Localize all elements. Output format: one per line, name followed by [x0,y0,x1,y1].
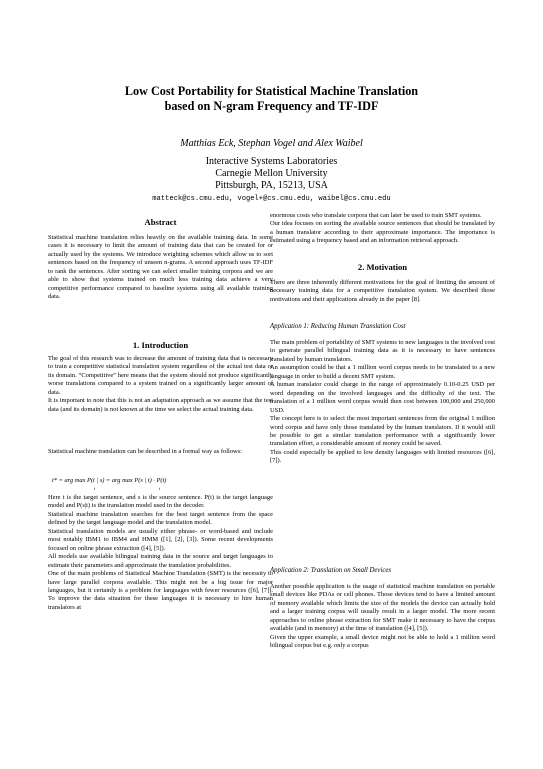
intro-paragraph-1: The goal of this research was to decrease the amount of training data that is necessary to train a competitive statistical translation system regardless of the actual test data or its domain. “Competitive” here means that the system should not produce significantly worse translations compared to a system trained on a significantly larger amount of data. [48,355,273,396]
intro-after-eq-5: One of the main problems of Statistical Machine Translation (SMT) is the necessity to have large parallel corpora available. This might not be a big issue for major languages, but it certainly is a problem for languages with fewer resources ([6], [7]). To improve the data situation for these languages it is necessary to hire human translators at [48,570,273,611]
intro-after-eq-3: Statistical translation models are usually either phrase- or word-based and include most notably IBM1 to IBM4 and HMM ([1], [2], [3]). Some recent developments focused on online phrase extraction ([4], [5]). [48,527,273,552]
translation-equation [52,477,277,491]
motivation-text [270,279,495,304]
affiliation-line-2: Carnegie Mellon University [215,168,328,179]
application-2-heading: Application 2: Translation on Small Devices [270,567,392,574]
intro-paragraph-3-block [48,448,273,456]
equation-subscript-2: t [159,486,161,491]
motivation-paragraph: There are three inherently different motivations for the goal of limiting the amount of necessary training data for a competitive translation system. We described those motivations and their applications already in the paper [8]. [270,279,495,303]
app1-paragraph-3: A human translator could charge in the range of approximately 0.10-0.25 USD per word depending on the involved languages and the difficulty of the text. The translation of a 1 million word corpus would then cost between 100,000 and 250,000 USD. [270,381,495,414]
right-top-paragraph-1: enormous costs who translate corpora that can later be used to train SMT systems. [270,212,482,219]
paper-affiliation [0,156,543,192]
app1-paragraph-1: The main problem of portability of SMT systems to new languages is the involved cost to generate parallel bilingual training data as it is necessary to have sentences translated by human translators. [270,339,495,363]
abstract-heading: Abstract [144,217,177,227]
motivation-heading: 2. Motivation [357,262,408,272]
affiliation-line-1: Interactive Systems Laboratories [205,156,338,167]
app1-paragraph-4: The concept here is to select the most important sentences from the original 1 million word corpus and have only those translated by the human translators. If it would still be possible to get a similar translation performance with a significantly lower translation effort, a considerable amount of money could be saved. [270,415,495,448]
introduction-heading: 1. Introduction [132,340,189,350]
application-1-heading: Application 1: Reducing Human Translation Cost [270,323,406,330]
application-1-text [270,339,495,466]
abstract-text [48,234,273,302]
right-top-paragraph-2: Our idea focuses on sorting the available source sentences that should be translated by a human translator according to their approximate importance. The importance is estimated using a frequency based and an information retrieval approach. [270,220,495,245]
intro-after-eq-1: Here t is the target sentence, and s is the source sentence. P(t) is the target language model and P(s|t) is the translation model used in the decoder. [48,494,273,510]
title-line-1: Low Cost Portability for Statistical Machine Translation [124,84,419,98]
introduction-text [48,355,273,414]
app2-paragraph-2: Given the upper example, a small device might not be able to hold a 1 million word bilingual corpus but e.g. only a corpus [270,633,495,650]
paper-authors: Matthias Eck, Stephan Vogel and Alex Waibel [180,138,363,149]
affiliation-line-3: Pittsburgh, PA, 15213, USA [215,180,328,191]
intro-after-eq-2: Statistical machine translation searches for the best target sentence from the space defined by the target language model and the translation model. [48,510,273,527]
author-emails: matteck@cs.cmu.edu, vogel+@cs.cmu.edu, waibel@cs.cmu.edu [152,195,391,203]
intro-paragraph-2: It is important to note that this is not an adaptation approach as we assume that the test data (and its domain) is not known at the time we select the actual training data. [48,397,273,413]
title-line-2: based on N-gram Frequency and TF-IDF [164,99,379,113]
paper-title [0,84,543,114]
intro-after-eq-4: All models use available bilingual training data in the source and target languages to estimate their parameters and approximate the translation probabilities. [48,553,273,569]
intro-paragraph-3: Statistical machine translation can be described in a formal way as follows: [48,448,242,455]
right-top-text [270,212,495,246]
app2-paragraph-1: Another possible application is the usage of statistical machine translation on portable small devices like PDAs or cell phones. Those devices tend to have a limited amount of memory available which limits the size of the models the device can actually hold and a larger training corpus will usually result in a larger model. The more recent approaches to online phrase extraction for SMT make it necessary to have the corpus available (and in memory) at the time of translation ([4], [5]). [270,583,495,633]
application-2-text [270,583,495,651]
intro-continued [48,494,273,612]
equation-text: t* = arg max P(t | s) = arg max P(s | t) · P(t) [52,477,167,484]
abstract-paragraph: Statistical machine translation relies heavily on the available training data. In some cases it is necessary to limit the amount of training data that can be created for or actually used by the systems. We introduce weighting schemes which allow us to sort sentences based on the frequency of unseen n-grams. A second approach uses TF-IDF to rank the sentences. After sorting we can select smaller training corpora and we are able to show that systems trained on much less training data achieve a very competitive performance compared to baseline systems using all available training data. [48,234,273,301]
app1-paragraph-5: This could especially be applied to low density languages with limited resources ([6], [7]). [270,448,495,465]
equation-subscript-1: t [94,486,96,491]
app1-paragraph-2: An assumption could be that a 1 million word corpus needs to be translated to a new language in order to build a decent SMT system. [270,364,495,380]
